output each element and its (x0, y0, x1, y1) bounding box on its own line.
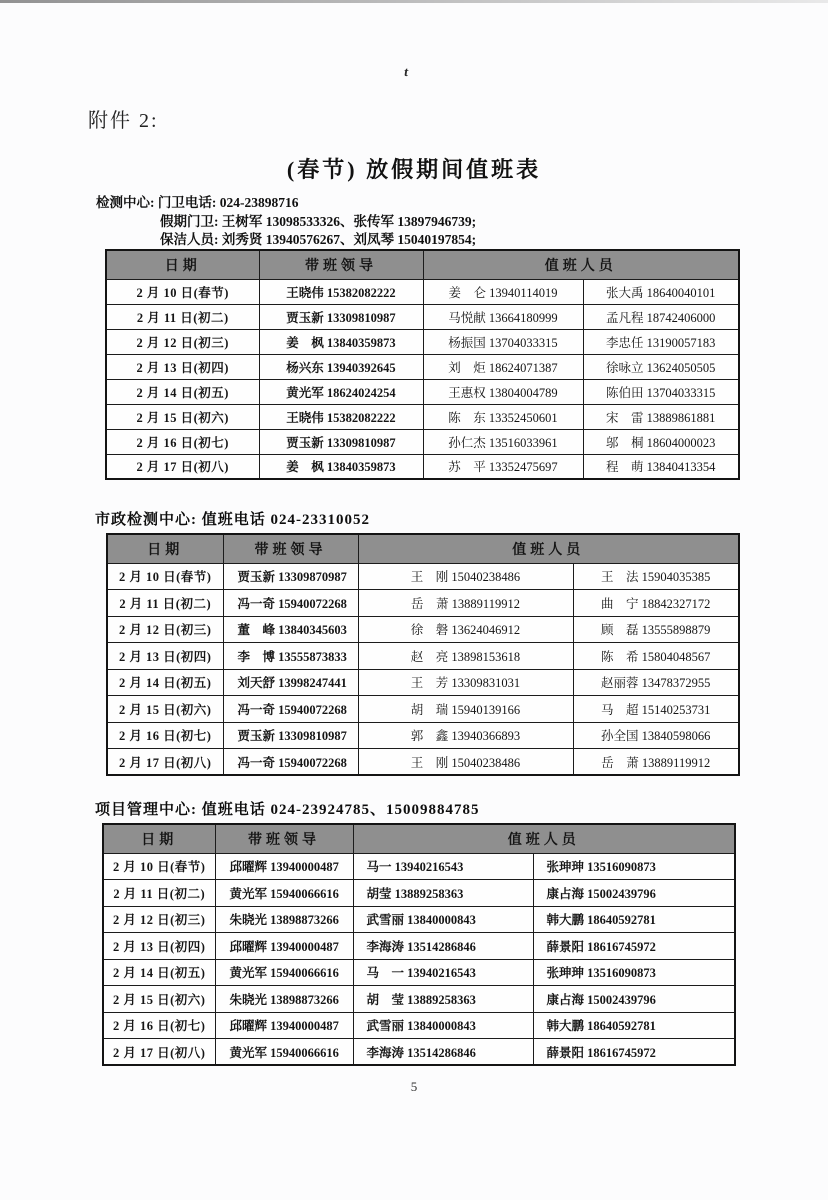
date-cell: 2 月 17 日(初八) (106, 454, 259, 479)
table-row (106, 354, 739, 379)
date-cell: 2 月 13 日(初四) (106, 354, 259, 379)
staff-cell-2: 薛景阳 18616745972 (533, 1039, 735, 1066)
column-header-leader: 带班领导 (223, 534, 358, 563)
date-cell: 2 月 13 日(初四) (103, 933, 215, 960)
table-row (103, 986, 735, 1013)
duty-table-municipal-center (106, 533, 740, 776)
staff-cell-1: 李海涛 13514286846 (353, 1039, 533, 1066)
info-line-holiday-guards: 假期门卫: 王树军 13098533326、张传军 13897946739; (160, 213, 477, 229)
leader-cell: 姜 枫 13840359873 (259, 454, 423, 479)
staff-cell-2: 张大禹 18640040101 (583, 279, 739, 304)
staff-cell-1: 胡莹 13889258363 (353, 880, 533, 907)
column-header-date: 日期 (107, 534, 223, 563)
staff-cell-1: 徐 磐 13624046912 (358, 616, 573, 643)
leader-cell: 黄光军 15940066616 (215, 1039, 353, 1066)
staff-cell-1: 马悦献 13664180999 (423, 304, 583, 329)
staff-cell-1: 胡 莹 13889258363 (353, 986, 533, 1013)
staff-cell-1: 武雪丽 13840000843 (353, 906, 533, 933)
staff-cell-1: 武雪丽 13840000843 (353, 1012, 533, 1039)
staff-cell-2: 陈伯田 13704033315 (583, 379, 739, 404)
leader-cell: 杨兴东 13940392645 (259, 354, 423, 379)
leader-cell: 邱曜辉 13940000487 (215, 1012, 353, 1039)
section-heading-project-center: 项目管理中心: 值班电话 024-23924785、15009884785 (95, 802, 480, 818)
page-title: (春节) 放假期间值班表 (286, 157, 542, 182)
date-cell: 2 月 12 日(初三) (107, 616, 223, 643)
date-cell: 2 月 14 日(初五) (103, 959, 215, 986)
table-row (103, 1039, 735, 1066)
table-row (106, 379, 739, 404)
leader-cell: 贾玉新 13309870987 (223, 563, 358, 590)
staff-cell-2: 赵丽蓉 13478372955 (573, 669, 739, 696)
table-row (107, 749, 739, 776)
date-cell: 2 月 11 日(初二) (106, 304, 259, 329)
date-cell: 2 月 16 日(初七) (107, 722, 223, 749)
staff-cell-1: 马一 13940216543 (353, 853, 533, 880)
table-row (107, 722, 739, 749)
date-cell: 2 月 17 日(初八) (103, 1039, 215, 1066)
staff-cell-1: 陈 东 13352450601 (423, 404, 583, 429)
leader-cell: 冯一奇 15940072268 (223, 590, 358, 617)
staff-cell-2: 李忠任 13190057183 (583, 329, 739, 354)
staff-cell-1: 姜 仑 13940114019 (423, 279, 583, 304)
leader-cell: 王晓伟 15382082222 (259, 404, 423, 429)
leader-cell: 朱晓光 13898873266 (215, 986, 353, 1013)
leader-cell: 董 峰 13840345603 (223, 616, 358, 643)
staff-cell-1: 杨振国 13704033315 (423, 329, 583, 354)
staff-cell-1: 王 刚 15040238486 (358, 563, 573, 590)
leader-cell: 邱曜辉 13940000487 (215, 933, 353, 960)
table-row (106, 279, 739, 304)
staff-cell-2: 韩大鹏 18640592781 (533, 906, 735, 933)
staff-cell-2: 张珅珅 13516090873 (533, 959, 735, 986)
staff-cell-2: 薛景阳 18616745972 (533, 933, 735, 960)
staff-cell-1: 胡 瑞 15940139166 (358, 696, 573, 723)
staff-cell-1: 苏 平 13352475697 (423, 454, 583, 479)
date-cell: 2 月 15 日(初六) (106, 404, 259, 429)
staff-cell-1: 赵 亮 13898153618 (358, 643, 573, 670)
scan-edge-artifact (0, 0, 828, 3)
staff-cell-2: 孟凡程 18742406000 (583, 304, 739, 329)
scan-mark: t (403, 64, 410, 79)
column-header-date: 日期 (103, 824, 215, 853)
leader-cell: 朱晓光 13898873266 (215, 906, 353, 933)
duty-table-testing-center (105, 249, 740, 480)
date-cell: 2 月 12 日(初三) (106, 329, 259, 354)
leader-cell: 姜 枫 13840359873 (259, 329, 423, 354)
leader-cell: 邱曜辉 13940000487 (215, 853, 353, 880)
leader-cell: 贾玉新 13309810987 (259, 429, 423, 454)
staff-cell-2: 康占海 15002439796 (533, 880, 735, 907)
staff-cell-2: 王 法 15904035385 (573, 563, 739, 590)
leader-cell: 刘天舒 13998247441 (223, 669, 358, 696)
staff-cell-1: 马 一 13940216543 (353, 959, 533, 986)
table-row (107, 590, 739, 617)
staff-cell-2: 邬 桐 18604000023 (583, 429, 739, 454)
table-row (103, 933, 735, 960)
date-cell: 2 月 11 日(初二) (103, 880, 215, 907)
staff-cell-2: 孙全国 13840598066 (573, 722, 739, 749)
staff-cell-1: 王 刚 15040238486 (358, 749, 573, 776)
date-cell: 2 月 13 日(初四) (107, 643, 223, 670)
date-cell: 2 月 14 日(初五) (107, 669, 223, 696)
staff-cell-2: 徐咏立 13624050505 (583, 354, 739, 379)
staff-cell-2: 马 超 15140253731 (573, 696, 739, 723)
table-row (103, 1012, 735, 1039)
date-cell: 2 月 10 日(春节) (103, 853, 215, 880)
leader-cell: 王晓伟 15382082222 (259, 279, 423, 304)
staff-cell-2: 陈 希 15804048567 (573, 643, 739, 670)
table-row (103, 853, 735, 880)
column-header-staff: 值班人员 (423, 250, 739, 279)
staff-cell-2: 顾 磊 13555898879 (573, 616, 739, 643)
table-row (106, 404, 739, 429)
staff-cell-2: 曲 宁 18842327172 (573, 590, 739, 617)
table-row (103, 880, 735, 907)
table-header-row (107, 534, 739, 563)
table-row (106, 329, 739, 354)
table-row (106, 454, 739, 479)
info-line-gate-phone: 检测中心: 门卫电话: 024-23898716 (96, 195, 299, 210)
staff-cell-1: 王惠权 13804004789 (423, 379, 583, 404)
date-cell: 2 月 17 日(初八) (107, 749, 223, 776)
staff-cell-1: 孙仁杰 13516033961 (423, 429, 583, 454)
staff-cell-2: 岳 萧 13889119912 (573, 749, 739, 776)
table-row (107, 669, 739, 696)
staff-cell-1: 李海涛 13514286846 (353, 933, 533, 960)
table-row (107, 696, 739, 723)
column-header-leader: 带班领导 (215, 824, 353, 853)
date-cell: 2 月 10 日(春节) (106, 279, 259, 304)
leader-cell: 黄光军 18624024254 (259, 379, 423, 404)
date-cell: 2 月 15 日(初六) (103, 986, 215, 1013)
staff-cell-2: 康占海 15002439796 (533, 986, 735, 1013)
table-row (103, 959, 735, 986)
staff-cell-1: 王 芳 13309831031 (358, 669, 573, 696)
staff-cell-2: 张珅珅 13516090873 (533, 853, 735, 880)
table-row (107, 563, 739, 590)
column-header-date: 日期 (106, 250, 259, 279)
table-row (103, 906, 735, 933)
table-row (106, 429, 739, 454)
leader-cell: 李 博 13555873833 (223, 643, 358, 670)
duty-table-project-center (102, 823, 736, 1066)
date-cell: 2 月 10 日(春节) (107, 563, 223, 590)
info-line-cleaning-staff: 保洁人员: 刘秀贤 13940576267、刘凤琴 15040197854; (160, 232, 477, 247)
page-number: 5 (410, 1079, 418, 1094)
staff-cell-1: 郭 鑫 13940366893 (358, 722, 573, 749)
date-cell: 2 月 15 日(初六) (107, 696, 223, 723)
staff-cell-2: 宋 雷 13889861881 (583, 404, 739, 429)
date-cell: 2 月 16 日(初七) (106, 429, 259, 454)
table-header-row (106, 250, 739, 279)
leader-cell: 黄光军 15940066616 (215, 880, 353, 907)
date-cell: 2 月 14 日(初五) (106, 379, 259, 404)
staff-cell-1: 岳 萧 13889119912 (358, 590, 573, 617)
date-cell: 2 月 16 日(初七) (103, 1012, 215, 1039)
table-header-row (103, 824, 735, 853)
center-info-block (96, 194, 476, 250)
leader-cell: 冯一奇 15940072268 (223, 696, 358, 723)
staff-cell-2: 程 萌 13840413354 (583, 454, 739, 479)
leader-cell: 冯一奇 15940072268 (223, 749, 358, 776)
table-row (107, 616, 739, 643)
column-header-leader: 带班领导 (259, 250, 423, 279)
staff-cell-1: 刘 炬 18624071387 (423, 354, 583, 379)
column-header-staff: 值班人员 (358, 534, 739, 563)
leader-cell: 黄光军 15940066616 (215, 959, 353, 986)
table-row (106, 304, 739, 329)
section-heading-municipal-center: 市政检测中心: 值班电话 024-23310052 (95, 512, 370, 528)
leader-cell: 贾玉新 13309810987 (223, 722, 358, 749)
staff-cell-2: 韩大鹏 18640592781 (533, 1012, 735, 1039)
table-row (107, 643, 739, 670)
column-header-staff: 值班人员 (353, 824, 735, 853)
date-cell: 2 月 12 日(初三) (103, 906, 215, 933)
attachment-label: 附件 2: (88, 110, 159, 132)
leader-cell: 贾玉新 13309810987 (259, 304, 423, 329)
date-cell: 2 月 11 日(初二) (107, 590, 223, 617)
